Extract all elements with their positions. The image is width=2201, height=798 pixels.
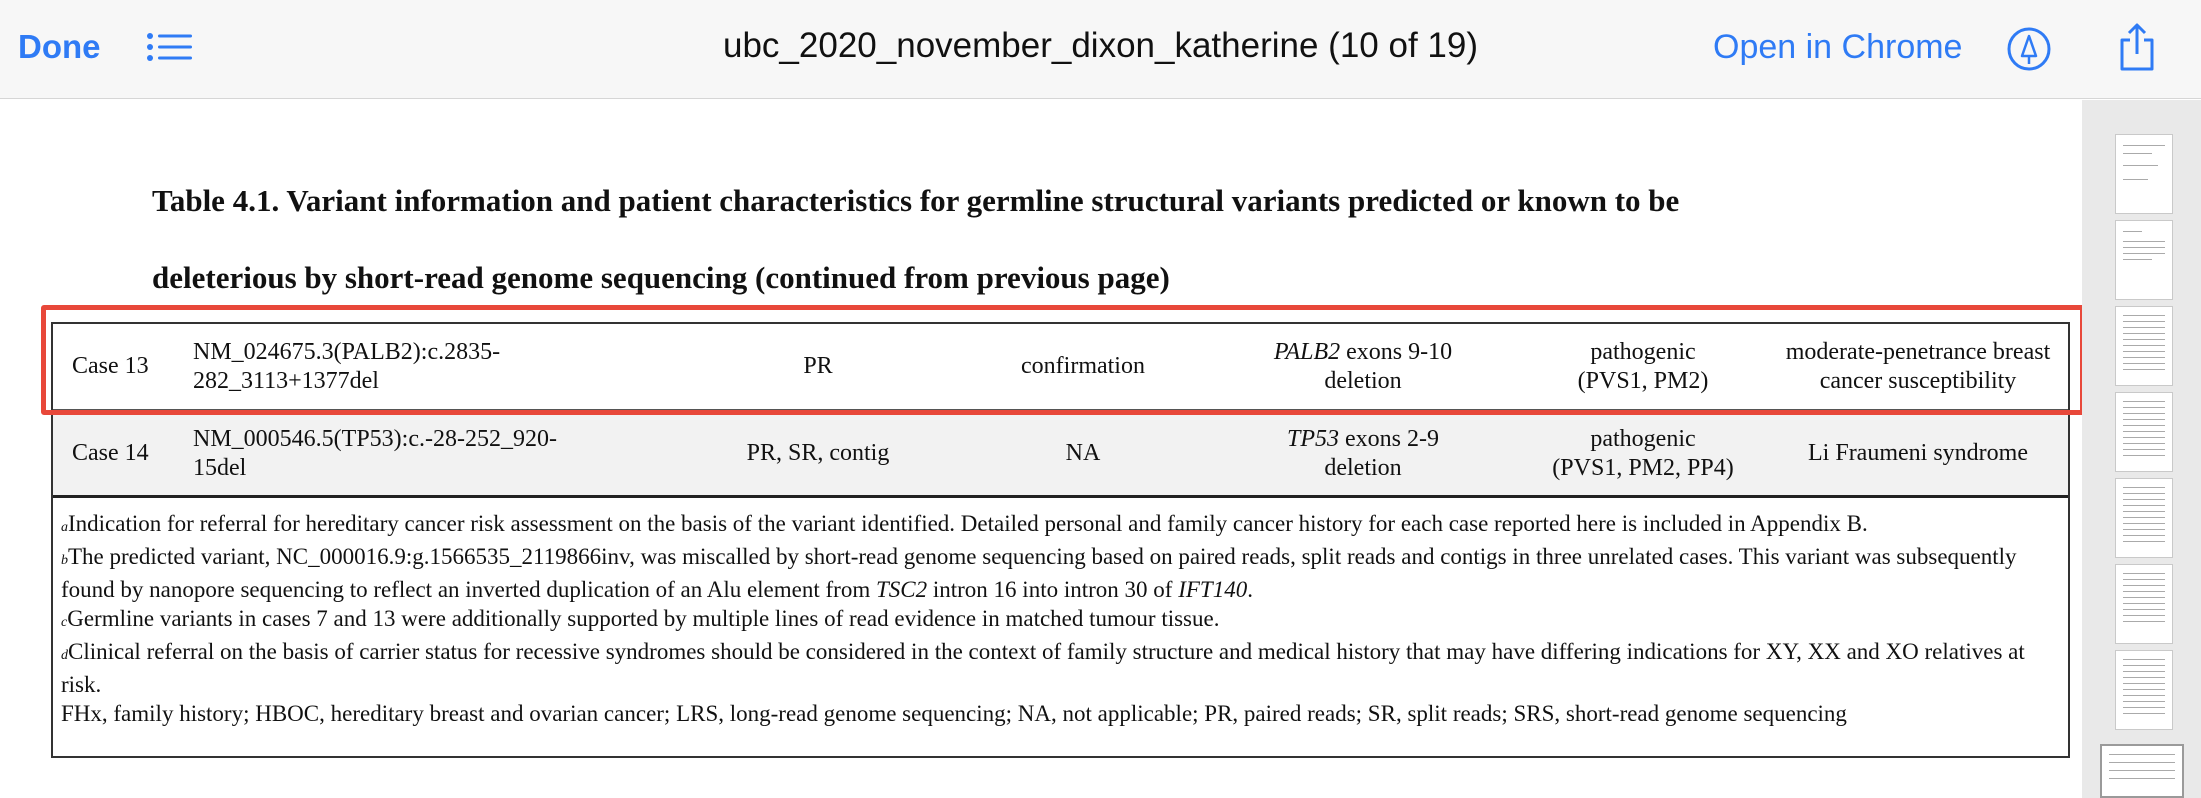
method-cell: PR, SR, contig — [746, 440, 890, 466]
page-thumbnail[interactable] — [2115, 134, 2173, 214]
classification-line: pathogenic — [1590, 338, 1696, 365]
footnote-b — [61, 542, 2061, 604]
share-icon[interactable] — [2118, 22, 2156, 72]
gene-detail-line: deletion — [1324, 367, 1402, 394]
top-toolbar — [0, 0, 2201, 99]
classification-line: (PVS1, PM2, PP4) — [1552, 454, 1734, 481]
footnote-d — [61, 637, 2061, 699]
page-thumbnail[interactable] — [2115, 650, 2173, 730]
variant-line: 15del — [193, 454, 247, 481]
gene-name: IFT140 — [1178, 577, 1248, 602]
syndrome-line: Li Fraumeni syndrome — [1808, 440, 2028, 466]
case-cell: Case 13 — [72, 353, 149, 379]
classification-line: pathogenic — [1590, 425, 1696, 452]
table-footnotes — [61, 509, 2061, 728]
syndrome-line: moderate-penetrance breast — [1785, 338, 2051, 365]
syndrome-line: cancer susceptibility — [1819, 367, 2017, 394]
confirmation-cell: NA — [1065, 440, 1101, 466]
footnote-text: . — [1247, 577, 1253, 602]
done-button[interactable]: Done — [18, 28, 101, 65]
footnote-mark: a — [61, 520, 68, 535]
classification-line: (PVS1, PM2) — [1577, 367, 1709, 394]
variant-line: NM_024675.3(PALB2):c.2835- — [193, 338, 501, 365]
current-page-thumbnail[interactable] — [2100, 744, 2184, 798]
footnote-text: Clinical referral on the basis of carrier status for recessive syndromes should be considered in the context of family structure and medical history that may have differing indications for XY, XX and XO relatives at risk. — [61, 639, 2025, 697]
highlight-box — [41, 305, 2085, 415]
table-caption — [152, 162, 2012, 316]
document-title: ubc_2020_november_dixon_katherine (10 of 19) — [723, 26, 1478, 65]
variant-line: 282_3113+1377del — [193, 367, 379, 394]
page-thumbnail[interactable] — [2115, 478, 2173, 558]
case-cell: Case 14 — [72, 440, 149, 466]
footnote-mark: c — [61, 615, 68, 630]
variant-cell — [193, 412, 613, 495]
footnote-text: Germline variants in cases 7 and 13 were additionally supported by multiple lines of read evidence in matched tumour tissue. — [67, 606, 1220, 631]
page-thumbnail[interactable] — [2115, 392, 2173, 472]
variant-line: NM_000546.5(TP53):c.-28-252_920- — [193, 425, 557, 452]
gene-detail-line: deletion — [1324, 454, 1402, 481]
document-page[interactable] — [0, 100, 2082, 798]
table-row — [53, 412, 2068, 498]
page-thumbnail[interactable] — [2115, 564, 2173, 644]
caption-line-2: deleterious by short-read genome sequencing (continued from previous page) — [152, 260, 1170, 295]
gene-name: TP53 — [1287, 425, 1340, 452]
gene-name: PALB2 — [1273, 338, 1341, 365]
syndrome-cell — [1773, 412, 2063, 495]
gene-name: TSC2 — [875, 577, 928, 602]
gene-cell — [1203, 412, 1523, 495]
page-thumbnails-sidebar[interactable] — [2082, 100, 2201, 798]
footnote-c — [61, 604, 2061, 637]
footnote-mark: d — [61, 648, 68, 663]
method-cell: PR — [803, 353, 833, 379]
markup-icon[interactable] — [2006, 26, 2052, 72]
footnote-text: intron 16 into intron 30 of — [927, 577, 1179, 602]
classification-cell — [1483, 412, 1803, 495]
abbreviations: FHx, family history; HBOC, hereditary breast and ovarian cancer; LRS, long-read genome sequencing; NA, not applicable; PR, paired reads; SR, split reads; SRS, short-read genome sequencing — [61, 701, 1847, 726]
footnote-text: Indication for referral for hereditary cancer risk assessment on the basis of the variant identified. Detailed personal and family cancer history for each case reported here is included in Appendix B. — [68, 511, 1868, 536]
footnote-mark: b — [61, 553, 68, 568]
gene-detail: exons 9-10 — [1340, 338, 1453, 365]
confirmation-cell: confirmation — [1021, 353, 1145, 379]
gene-detail: exons 2-9 — [1339, 425, 1439, 452]
footnote-text: The predicted variant, NC_000016.9:g.1566535_2119866inv, was miscalled by short-read genome sequencing based on paired reads, split reads and contigs in three unrelated cases. This variant was subsequently found by nanopore sequencing to reflect an inverted duplication of an Alu element from — [61, 544, 2017, 602]
caption-line-1: Table 4.1. Variant information and patient characteristics for germline structural variants predicted or known to be — [152, 183, 1680, 218]
page-thumbnail[interactable] — [2115, 220, 2173, 300]
open-in-chrome-button[interactable]: Open in Chrome — [1713, 28, 1963, 66]
footnote-a — [61, 509, 2061, 542]
page-thumbnail[interactable] — [2115, 306, 2173, 386]
